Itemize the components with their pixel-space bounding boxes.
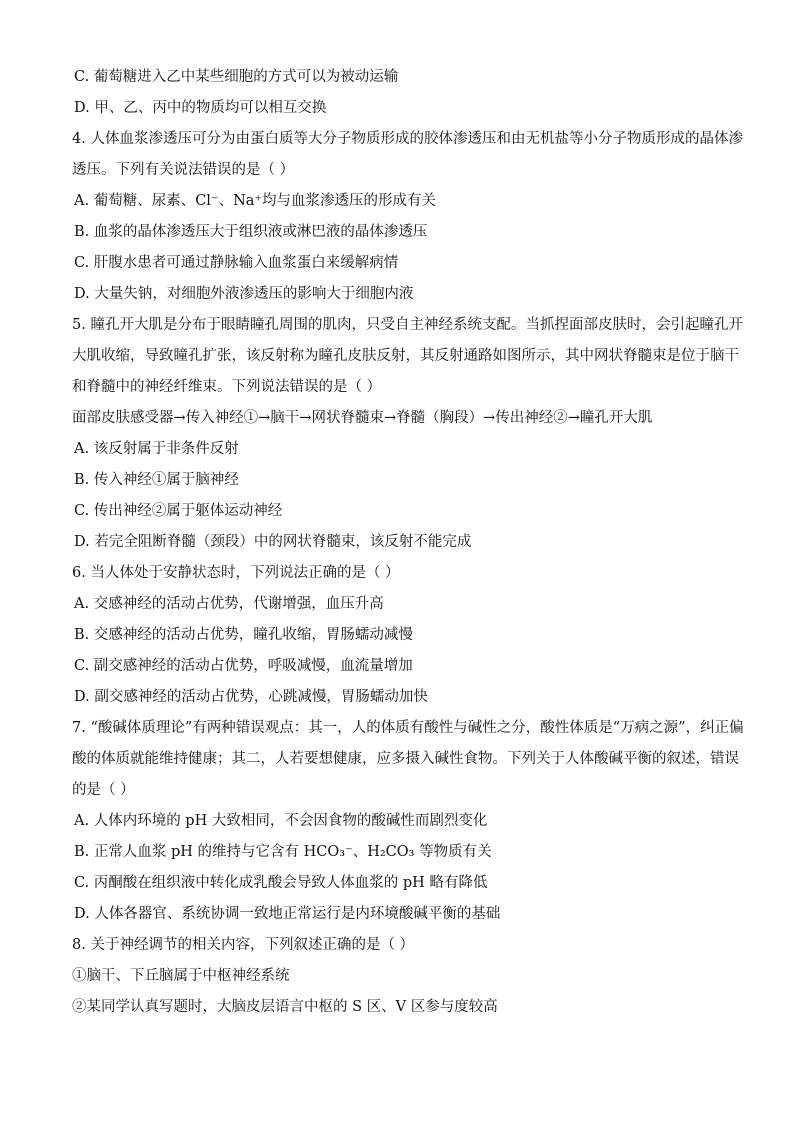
option-4a: A. 葡萄糖、尿素、Cl⁻、Na⁺均与血浆渗透压的形成有关 [74,193,437,209]
question-5-stem-line-1: 5. 瞳孔开大肌是分布于眼睛瞳孔周围的肌肉，只受自主神经系统支配。当抓捏面部皮肤时，会引起瞳孔开 [72,317,743,333]
option-5a: A. 该反射属于非条件反射 [74,441,239,457]
question-4-stem-line-2: 透压。下列有关说法错误的是（ ） [72,162,295,178]
document-page [72,62,744,1023]
reflex-pathway: 面部皮肤感受器→传入神经①→脑干→网状脊髓束→脊髓（胸段）→传出神经②→瞳孔开大肌 [72,410,653,426]
statement-8-1: ①脑干、下丘脑属于中枢神经系统 [72,968,290,984]
option-4c: C. 肝腹水患者可通过静脉输入血浆蛋白来缓解病情 [74,255,399,271]
question-6-stem: 6. 当人体处于安静状态时，下列说法正确的是（ ） [72,565,400,581]
question-4-stem-line-1: 4. 人体血浆渗透压可分为由蛋白质等大分子物质形成的胶体渗透压和由无机盐等小分子物质形成的晶体渗 [72,131,743,147]
statement-8-2: ②某同学认真写题时，大脑皮层语言中枢的 S 区、V 区参与度较高 [72,999,498,1015]
option-3c: C. 葡萄糖进入乙中某些细胞的方式可以为被动运输 [74,69,399,85]
option-4b: B. 血浆的晶体渗透压大于组织液或淋巴液的晶体渗透压 [74,224,428,240]
option-6d: D. 副交感神经的活动占优势，心跳减慢，胃肠蠕动加快 [74,689,428,705]
question-7-stem-line-3: 的是（ ） [72,782,135,798]
question-5-stem-line-3: 和脊髓中的神经纤维束。下列说法错误的是（ ） [72,379,382,395]
question-8-stem: 8. 关于神经调节的相关内容，下列叙述正确的是（ ） [72,937,415,953]
option-6c: C. 副交感神经的活动占优势，呼吸减慢，血流量增加 [74,658,413,674]
option-6a: A. 交感神经的活动占优势，代谢增强，血压升高 [74,596,384,612]
option-7b: B. 正常人血浆 pH 的维持与它含有 HCO₃⁻、H₂CO₃ 等物质有关 [74,844,492,860]
option-5c: C. 传出神经②属于躯体运动神经 [74,503,283,519]
question-7-stem-line-1: 7. “酸碱体质理论”有两种错误观点：其一，人的体质有酸性与碱性之分，酸性体质是“万病之源”，纠正偏 [72,720,744,736]
option-6b: B. 交感神经的活动占优势，瞳孔收缩，胃肠蠕动减慢 [74,627,413,643]
option-5d: D. 若完全阻断脊髓（颈段）中的网状脊髓束，该反射不能完成 [74,534,472,550]
option-7c: C. 丙酮酸在组织液中转化成乳酸会导致人体血浆的 pH 略有降低 [74,875,488,891]
option-5b: B. 传入神经①属于脑神经 [74,472,239,488]
question-7-stem-line-2: 酸的体质就能维持健康；其二，人若要想健康，应多摄入碱性食物。下列关于人体酸碱平衡的叙述，错误 [72,751,739,767]
option-7d: D. 人体各器官、系统协调一致地正常运行是内环境酸碱平衡的基础 [74,906,501,922]
option-7a: A. 人体内环境的 pH 大致相同，不会因食物的酸碱性而剧烈变化 [74,813,488,829]
option-4d: D. 大量失钠，对细胞外液渗透压的影响大于细胞内液 [74,286,414,302]
question-5-stem-line-2: 大肌收缩，导致瞳孔扩张，该反射称为瞳孔皮肤反射，其反射通路如图所示，其中网状脊髓束是位于脑干 [72,348,739,364]
option-3d: D. 甲、乙、丙中的物质均可以相互交换 [74,100,327,116]
